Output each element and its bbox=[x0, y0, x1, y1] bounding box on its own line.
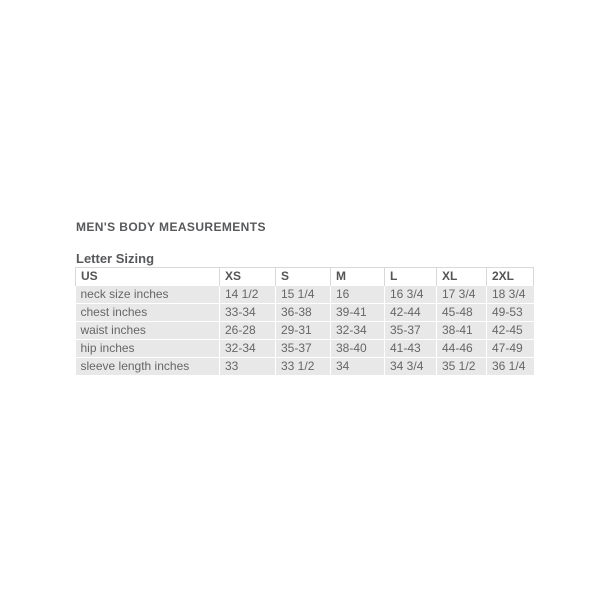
cell: 26-28 bbox=[220, 322, 276, 340]
size-chart-table bbox=[75, 267, 534, 375]
row-label: neck size inches bbox=[76, 286, 220, 304]
cell: 32-34 bbox=[220, 340, 276, 358]
cell: 34 bbox=[331, 358, 385, 376]
cell: 45-48 bbox=[437, 304, 487, 322]
cell: 14 1/2 bbox=[220, 286, 276, 304]
table-row-neck bbox=[76, 286, 534, 304]
cell: 42-45 bbox=[487, 322, 534, 340]
cell: 18 3/4 bbox=[487, 286, 534, 304]
column-header-2xl: 2XL bbox=[487, 268, 534, 286]
column-header-xs: XS bbox=[220, 268, 276, 286]
cell: 33 bbox=[220, 358, 276, 376]
table-row-chest bbox=[76, 304, 534, 322]
cell: 39-41 bbox=[331, 304, 385, 322]
cell: 47-49 bbox=[487, 340, 534, 358]
cell: 36-38 bbox=[276, 304, 331, 322]
column-header-us: US bbox=[76, 268, 220, 286]
cell: 17 3/4 bbox=[437, 286, 487, 304]
cell: 16 3/4 bbox=[385, 286, 437, 304]
cell: 38-41 bbox=[437, 322, 487, 340]
row-label: hip inches bbox=[76, 340, 220, 358]
cell: 35-37 bbox=[276, 340, 331, 358]
row-label: waist inches bbox=[76, 322, 220, 340]
cell: 15 1/4 bbox=[276, 286, 331, 304]
page-title: MEN'S BODY MEASUREMENTS bbox=[76, 220, 266, 234]
cell: 29-31 bbox=[276, 322, 331, 340]
row-label: sleeve length inches bbox=[76, 358, 220, 376]
column-header-xl: XL bbox=[437, 268, 487, 286]
cell: 34 3/4 bbox=[385, 358, 437, 376]
cell: 33 1/2 bbox=[276, 358, 331, 376]
cell: 16 bbox=[331, 286, 385, 304]
cell: 42-44 bbox=[385, 304, 437, 322]
column-header-l: L bbox=[385, 268, 437, 286]
row-label: chest inches bbox=[76, 304, 220, 322]
cell: 49-53 bbox=[487, 304, 534, 322]
table-row-waist bbox=[76, 322, 534, 340]
cell: 36 1/4 bbox=[487, 358, 534, 376]
cell: 38-40 bbox=[331, 340, 385, 358]
table-row-hip bbox=[76, 340, 534, 358]
column-header-s: S bbox=[276, 268, 331, 286]
table-row-sleeve bbox=[76, 358, 534, 376]
cell: 33-34 bbox=[220, 304, 276, 322]
cell: 41-43 bbox=[385, 340, 437, 358]
table-title: Letter Sizing bbox=[76, 251, 155, 266]
cell: 35-37 bbox=[385, 322, 437, 340]
cell: 35 1/2 bbox=[437, 358, 487, 376]
header-row bbox=[76, 268, 534, 286]
cell: 44-46 bbox=[437, 340, 487, 358]
cell: 32-34 bbox=[331, 322, 385, 340]
column-header-m: M bbox=[331, 268, 385, 286]
